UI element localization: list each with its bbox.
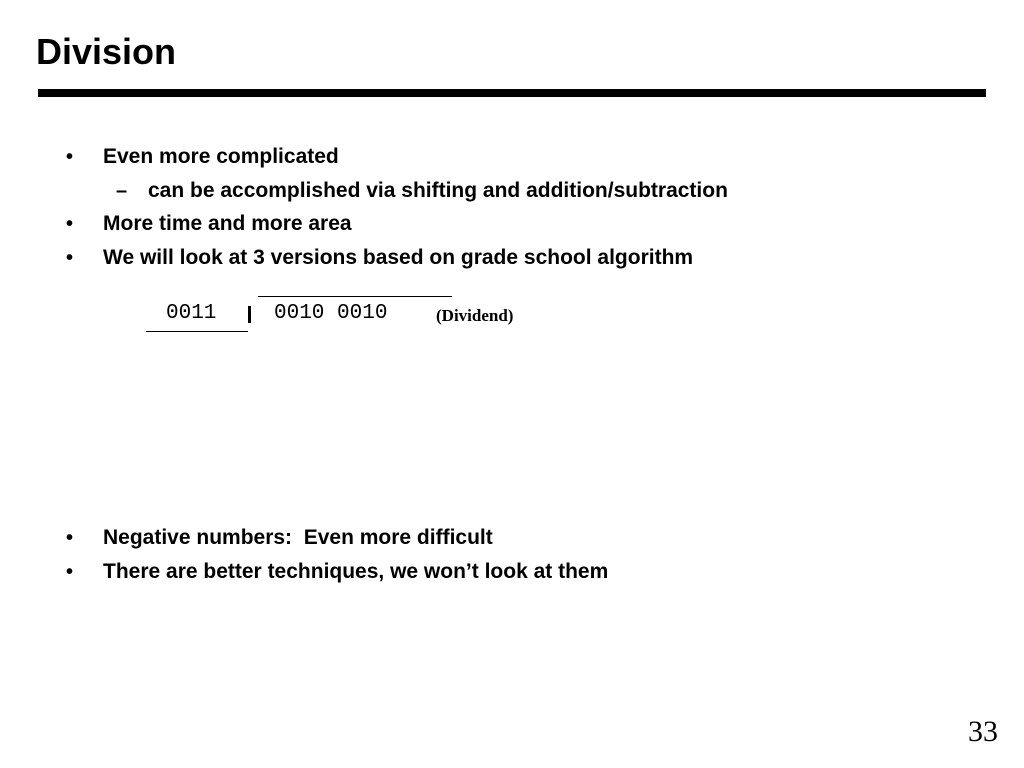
bullet-item [66,211,352,237]
bullet-text: More time and more area [103,212,352,235]
bullet-item [66,525,493,551]
dividend-label: (Dividend) [436,306,514,325]
slide-title: Division [36,31,177,72]
sub-bullet-text: can be accomplished via shifting and addition/subtraction [148,179,728,202]
bullet-marker: • [66,247,74,269]
division-bracket [248,306,251,323]
divisor-value: 0011 [166,302,217,325]
sub-bullet-item [116,178,728,204]
bullet-text: We will look at 3 versions based on grade school algorithm [103,246,694,269]
bullet-marker: • [66,213,74,235]
bullet-text: Negative numbers: Even more difficult [103,526,493,549]
bullet-item [66,245,694,271]
bullet-text: There are better techniques, we won’t look at them [103,560,609,583]
bullet-item [66,144,339,170]
bullet-marker: • [66,527,74,549]
dividend-value: 0010 0010 [274,302,388,325]
title-underline [38,89,986,97]
bullet-text: Even more complicated [103,145,339,168]
bullet-marker: • [66,561,74,583]
bullet-marker: • [66,146,74,168]
page-number: 33 [968,715,998,748]
dividend-overline [258,296,452,297]
sub-bullet-marker: – [116,180,128,202]
bullet-item [66,559,609,585]
divisor-underline [146,331,248,332]
